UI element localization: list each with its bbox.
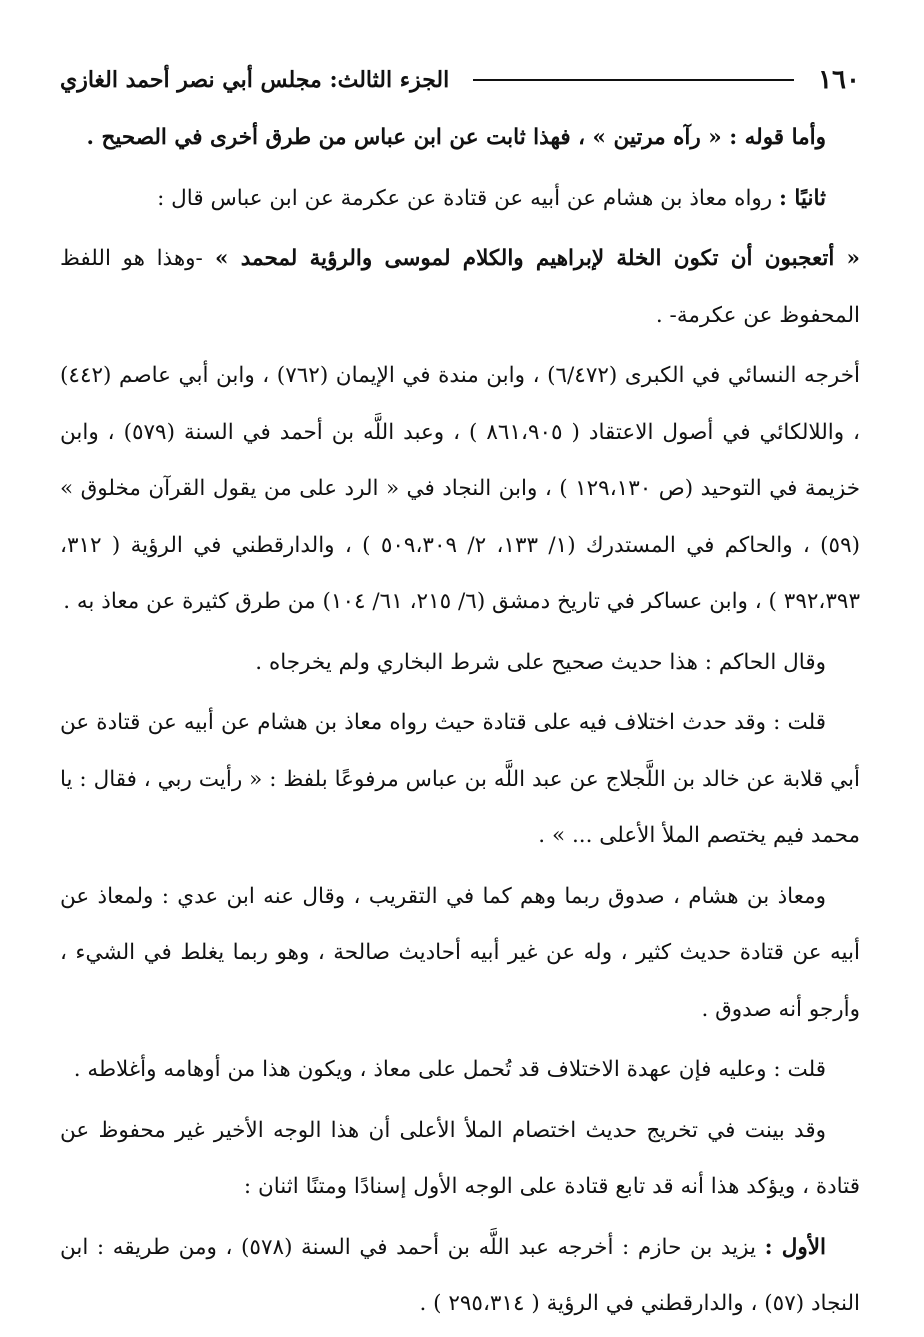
paragraph-text: يزيد بن حازم : أخرجه عبد اللَّه بن أحمد في السنة (٥٧٨) ، ومن طريقه : ابن النجاد (٥٧) ، والدارقطني في الرؤية ( ٢٩٥،٣١٤ ) . [60, 1234, 860, 1316]
paragraph-lead: وأما قوله : « رآه مرتين » ، فهذا ثابت عن ابن عباس من طرق أخرى في الصحيح . [86, 125, 826, 150]
running-title: الجزء الثالث: مجلس أبي نصر أحمد الغازي [60, 67, 450, 93]
paragraph [60, 1220, 860, 1333]
paragraph-text: وقال الحاكم : هذا حديث صحيح على شرط البخاري ولم يخرجاه . [255, 649, 826, 675]
page-header [60, 58, 860, 102]
paragraph [60, 110, 860, 167]
book-page [60, 58, 860, 1337]
paragraph [60, 635, 860, 692]
paragraph [60, 869, 860, 1039]
paragraph-lead: ثانيًا : [779, 185, 826, 211]
paragraph [60, 231, 860, 344]
paragraph-text: أخرجه النسائي في الكبرى (٦/٤٧٢) ، وابن مندة في الإيمان (٧٦٢) ، وابن أبي عاصم (٤٤٢) ، واللالكائي في أصول الاعتقاد ( ٨٦١،٩٠٥ ) ، وعبد اللَّه بن أحمد في السنة (٥٧٩) ، وابن خزيمة في التوحيد (ص ١٢٩،١٣٠ ) ، وابن النجاد في « الرد على من يقول القرآن مخلوق » (٥٩) ، والحاكم في المستدرك (١/ ١٣٣، ٢/ ٥٠٩،٣٠٩ ) ، والدارقطني في الرؤية ( ٣١٢، ٣٩٢،٣٩٣ ) ، وابن عساكر في تاريخ دمشق (٦/ ٢١٥، ٦١/ ١٠٤) من طرق كثيرة عن معاذ به . [60, 363, 861, 614]
paragraph [60, 171, 860, 228]
paragraph-text: -وهذا هو اللفظ المحفوظ عن عكرمة- . [60, 246, 860, 328]
paragraph-text: قلت : وقد حدث اختلاف فيه على قتادة حيث رواه معاذ بن هشام عن أبيه عن قتادة عن أبي قلابة عن خالد بن اللَّجلاج عن عبد اللَّه بن عباس مرفوعًا بلفظ : « رأيت ربي ، فقال : يا محمد فيم يختصم الملأ الأعلى ... » . [60, 710, 860, 848]
paragraph-text: رواه معاذ بن هشام عن أبيه عن قتادة عن عكرمة عن ابن عباس قال : [157, 185, 780, 211]
paragraph-text: وقد بينت في تخريج حديث اختصام الملأ الأعلى أن هذا الوجه الأخير غير محفوظ عن قتادة ، ويؤكد هذا أنه قد تابع قتادة على الوجه الأول إسنادًا ومتنًا اثنان : [60, 1117, 860, 1199]
paragraph [60, 1042, 860, 1099]
page-number: ١٦٠ [818, 65, 860, 95]
paragraph [60, 1103, 860, 1216]
header-rule [473, 79, 794, 81]
paragraph-lead: « أتعجبون أن تكون الخلة لإبراهيم والكلام لموسى والرؤية لمحمد » [202, 246, 860, 271]
paragraph [60, 695, 860, 865]
paragraph-lead: الأول : [764, 1234, 826, 1260]
paragraph-text: قلت : وعليه فإن عهدة الاختلاف قد تُحمل على معاذ ، ويكون هذا من أوهامه وأغلاطه . [73, 1057, 826, 1082]
page-body [60, 110, 860, 1333]
paragraph-text: ومعاذ بن هشام ، صدوق ربما وهم كما في التقريب ، وقال عنه ابن عدي : ولمعاذ عن أبيه عن قتادة حديث كثير ، وله عن غير أبيه أحاديث صالحة ، وهو ربما يغلط في الشيء ، وأرجو أنه صدوق . [60, 883, 860, 1022]
paragraph [60, 348, 860, 631]
